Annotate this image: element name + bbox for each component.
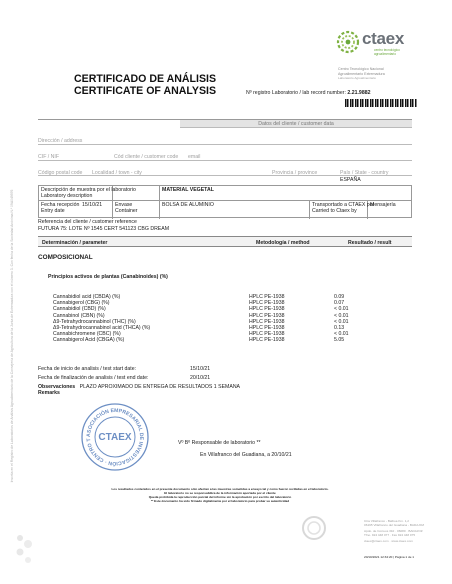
- province-label: Provincia / province: [272, 169, 318, 176]
- client-code-label: Cód cliente / customer code: [114, 153, 179, 160]
- observations: [38, 384, 240, 390]
- subsection-cannabinoids: Principios activos de plantas (Canabinoides) (%): [48, 274, 168, 280]
- container-label: Envase: [115, 202, 133, 208]
- end-date-value: 20/10/21: [190, 375, 211, 381]
- obs-label: Observaciones: [38, 384, 76, 390]
- results-list: [53, 294, 393, 346]
- decorative-dots: [14, 532, 38, 566]
- ctaex-logo: [336, 28, 416, 58]
- desc-label: Descripción de muestra por el laboratorio: [41, 187, 136, 193]
- disclaimer-3: Queda prohibida la reproducción parcial del informe sin la aprobación por escrito del laboratorio: [148, 494, 292, 499]
- org-line-2: Agroalimentario Extremadura: [338, 72, 385, 76]
- footer-logo-icon: [292, 515, 336, 541]
- lab-record-caption: Nº registro Laboratorio / lab record number:: [246, 90, 346, 96]
- result-method: HPLC PE-1938: [249, 312, 285, 319]
- container-value: BOLSA DE ALUMINIO: [162, 202, 214, 208]
- result-row: [53, 306, 393, 312]
- result-value: < 0.01: [334, 318, 349, 325]
- side-registration-text: Inscrita en el Registro de Laboratorios de Análisis Agroalimentario de la Consejería de Agricultura de la Junta de Extremadura con el número 3. Con fecha de la Sociedad Anónima N.º 09A049976: [10, 189, 14, 483]
- container-label-en: Container: [115, 208, 138, 214]
- customer-ref-label: Referencia del cliente / customer reference: [38, 219, 137, 225]
- result-param: Δ9-Tetrahydrocannabinol (THC) (%): [53, 318, 136, 325]
- address-line-1: Ctra Villafranco - Balboa Km. 1,2: [364, 519, 409, 523]
- result-param: Cannabidiol (CBD) (%): [53, 306, 106, 313]
- section-compositional: COMPOSICIONAL: [38, 254, 93, 261]
- result-param: Cannabigerol Acid (CBGA) (%): [53, 337, 125, 344]
- seal-center-text: CTAEX: [98, 432, 132, 443]
- transport-label: Transportado a CTAEX por: [312, 202, 375, 208]
- ctaex-logo-icon: [336, 30, 360, 54]
- client-section-title: Datos del cliente / customer data: [180, 120, 412, 128]
- results-header: [38, 236, 412, 247]
- result-value: 5.05: [334, 337, 345, 344]
- result-row: [53, 319, 393, 325]
- country-value: ESPAÑA: [340, 177, 361, 183]
- responsible-label: Vº Bº Responsable de laboratorio **: [178, 440, 261, 446]
- address-field: [38, 136, 412, 145]
- result-row: [53, 294, 393, 300]
- result-method: HPLC PE-1938: [249, 325, 285, 331]
- title-es: CERTIFICADO DE ANÁLISIS: [74, 73, 217, 85]
- footer-disclaimers: [60, 488, 380, 504]
- disclaimer-4: ** Este documento ha sido firmado digitalmente por el laboratorio para probar su autenticidad: [150, 498, 290, 503]
- org-line-1: Centro Tecnológico Nacional: [338, 67, 384, 71]
- country-label: País / State - country: [340, 169, 389, 176]
- nif-label: CIF / NIF: [38, 153, 60, 160]
- obs-value: PLAZO APROXIMADO DE ENTREGA DE RESULTADOS 1 SEMANA: [79, 384, 241, 390]
- result-value: < 0.01: [334, 306, 349, 313]
- reception-label-en: Entry date: [41, 208, 65, 214]
- email-label: email: [188, 153, 201, 160]
- footer-logo: [292, 515, 336, 541]
- result-value: < 0.01: [334, 312, 349, 319]
- transport-value: Mensajería: [370, 202, 396, 208]
- end-date-label: Fecha de finalización de analisis / test end date:: [38, 375, 149, 381]
- start-date-value: 15/10/21: [190, 366, 211, 372]
- result-param: Cannabinol (CBN) (%): [53, 312, 105, 319]
- lab-record-label: [246, 90, 370, 96]
- logo-brand: ctaex: [362, 29, 404, 48]
- page-info: 20/10/2021 12:34:20 | Página 1 de 1: [364, 555, 415, 559]
- title-en: CERTIFICATE OF ANALYSIS: [74, 85, 217, 97]
- result-row: [53, 300, 393, 306]
- barcode: [345, 99, 417, 107]
- place-date: En Villafranco del Guadiana, a 20/10/21: [200, 452, 292, 458]
- start-date-label: Fecha de inicio de analisis / test start date:: [38, 366, 137, 372]
- result-method: HPLC PE-1938: [249, 337, 285, 344]
- id-fields: [38, 152, 412, 161]
- disclaimer-2: El laboratorio no se responsabiliza de la información aportada por el cliente: [164, 490, 276, 495]
- address-line-3: Apdo. de Correos 310 · 06080 · BADAJOZ: [364, 528, 423, 533]
- col-method: Metodología / method: [256, 240, 310, 246]
- address-line-2: 06195 Villafranco del Guadiana - BADAJOZ: [364, 522, 425, 527]
- address-label: Dirección / address: [38, 137, 83, 144]
- result-row: [53, 331, 393, 337]
- client-data-table: [38, 119, 412, 183]
- result-param: Cannabichromene (CBC) (%): [53, 331, 121, 338]
- transport-label-en: Carried to Ctaex by: [312, 208, 357, 214]
- seal-graphic: [80, 402, 150, 472]
- sample-table: [38, 185, 412, 218]
- result-method: HPLC PE-1938: [249, 294, 285, 300]
- result-method: HPLC PE-1938: [249, 306, 285, 313]
- address-line-5: ctaex@ctaex.com · www.ctaex.com: [364, 538, 413, 543]
- result-param: Cannabigerol (CBG) (%): [53, 300, 110, 307]
- address-line-4: Tfno. 924 448 077 · Fax 924 448 075: [364, 532, 416, 537]
- desc-label-en: Laboratory description: [41, 193, 93, 199]
- logo-tagline: centro tecnológico agroalimentario: [374, 48, 400, 56]
- result-value: 0.13: [334, 325, 345, 331]
- laboratory-seal: [80, 402, 150, 472]
- result-method: HPLC PE-1938: [249, 318, 285, 325]
- locality-label: Localidad / town - city: [92, 169, 142, 176]
- lab-record-number: 2.21.9882: [347, 90, 371, 96]
- result-row: [53, 325, 393, 331]
- col-param: Determinación / parameter: [42, 240, 108, 246]
- result-param: Δ9-Tetrahydrocannabinol acid (THCA) (%): [53, 325, 151, 331]
- postal-label: Código postal code: [38, 169, 83, 176]
- reception-label: Fecha recepción: [41, 202, 80, 208]
- remarks-label: Remarks: [38, 390, 60, 396]
- result-value: < 0.01: [334, 331, 349, 338]
- result-row: [53, 337, 393, 343]
- result-method: HPLC PE-1938: [249, 300, 285, 307]
- result-value: 0.07: [334, 300, 345, 307]
- footer-address: [364, 520, 444, 544]
- customer-ref-value: FUTURA 75: LOTE Nº 1545 CERT 541123 CBG DREAM: [38, 226, 170, 232]
- location-fields: [38, 168, 412, 176]
- desc-value: MATERIAL VEGETAL: [162, 187, 214, 193]
- result-param: Cannabidiol acid (CBDA) (%): [53, 294, 121, 300]
- seal-ring-text: ASOCIACIÓN EMPRESARIAL DE INVESTIGACIÓN · CENTRO T: [85, 407, 145, 467]
- result-row: [53, 313, 393, 319]
- result-value: 0.09: [334, 294, 345, 300]
- result-method: HPLC PE-1938: [249, 331, 285, 338]
- disclaimer-1: Los resultados contenidos en el presente documento sólo afectan a las muestras sometidas a ensayo tal y como fueron recibidas en el laboratorio.: [111, 487, 329, 491]
- col-result: Resultado / result: [348, 240, 392, 246]
- dots-graphic: [14, 532, 38, 566]
- reception-value: 15/10/21: [82, 202, 103, 208]
- org-detail: Laboratorio Agroalimentario: [338, 76, 377, 80]
